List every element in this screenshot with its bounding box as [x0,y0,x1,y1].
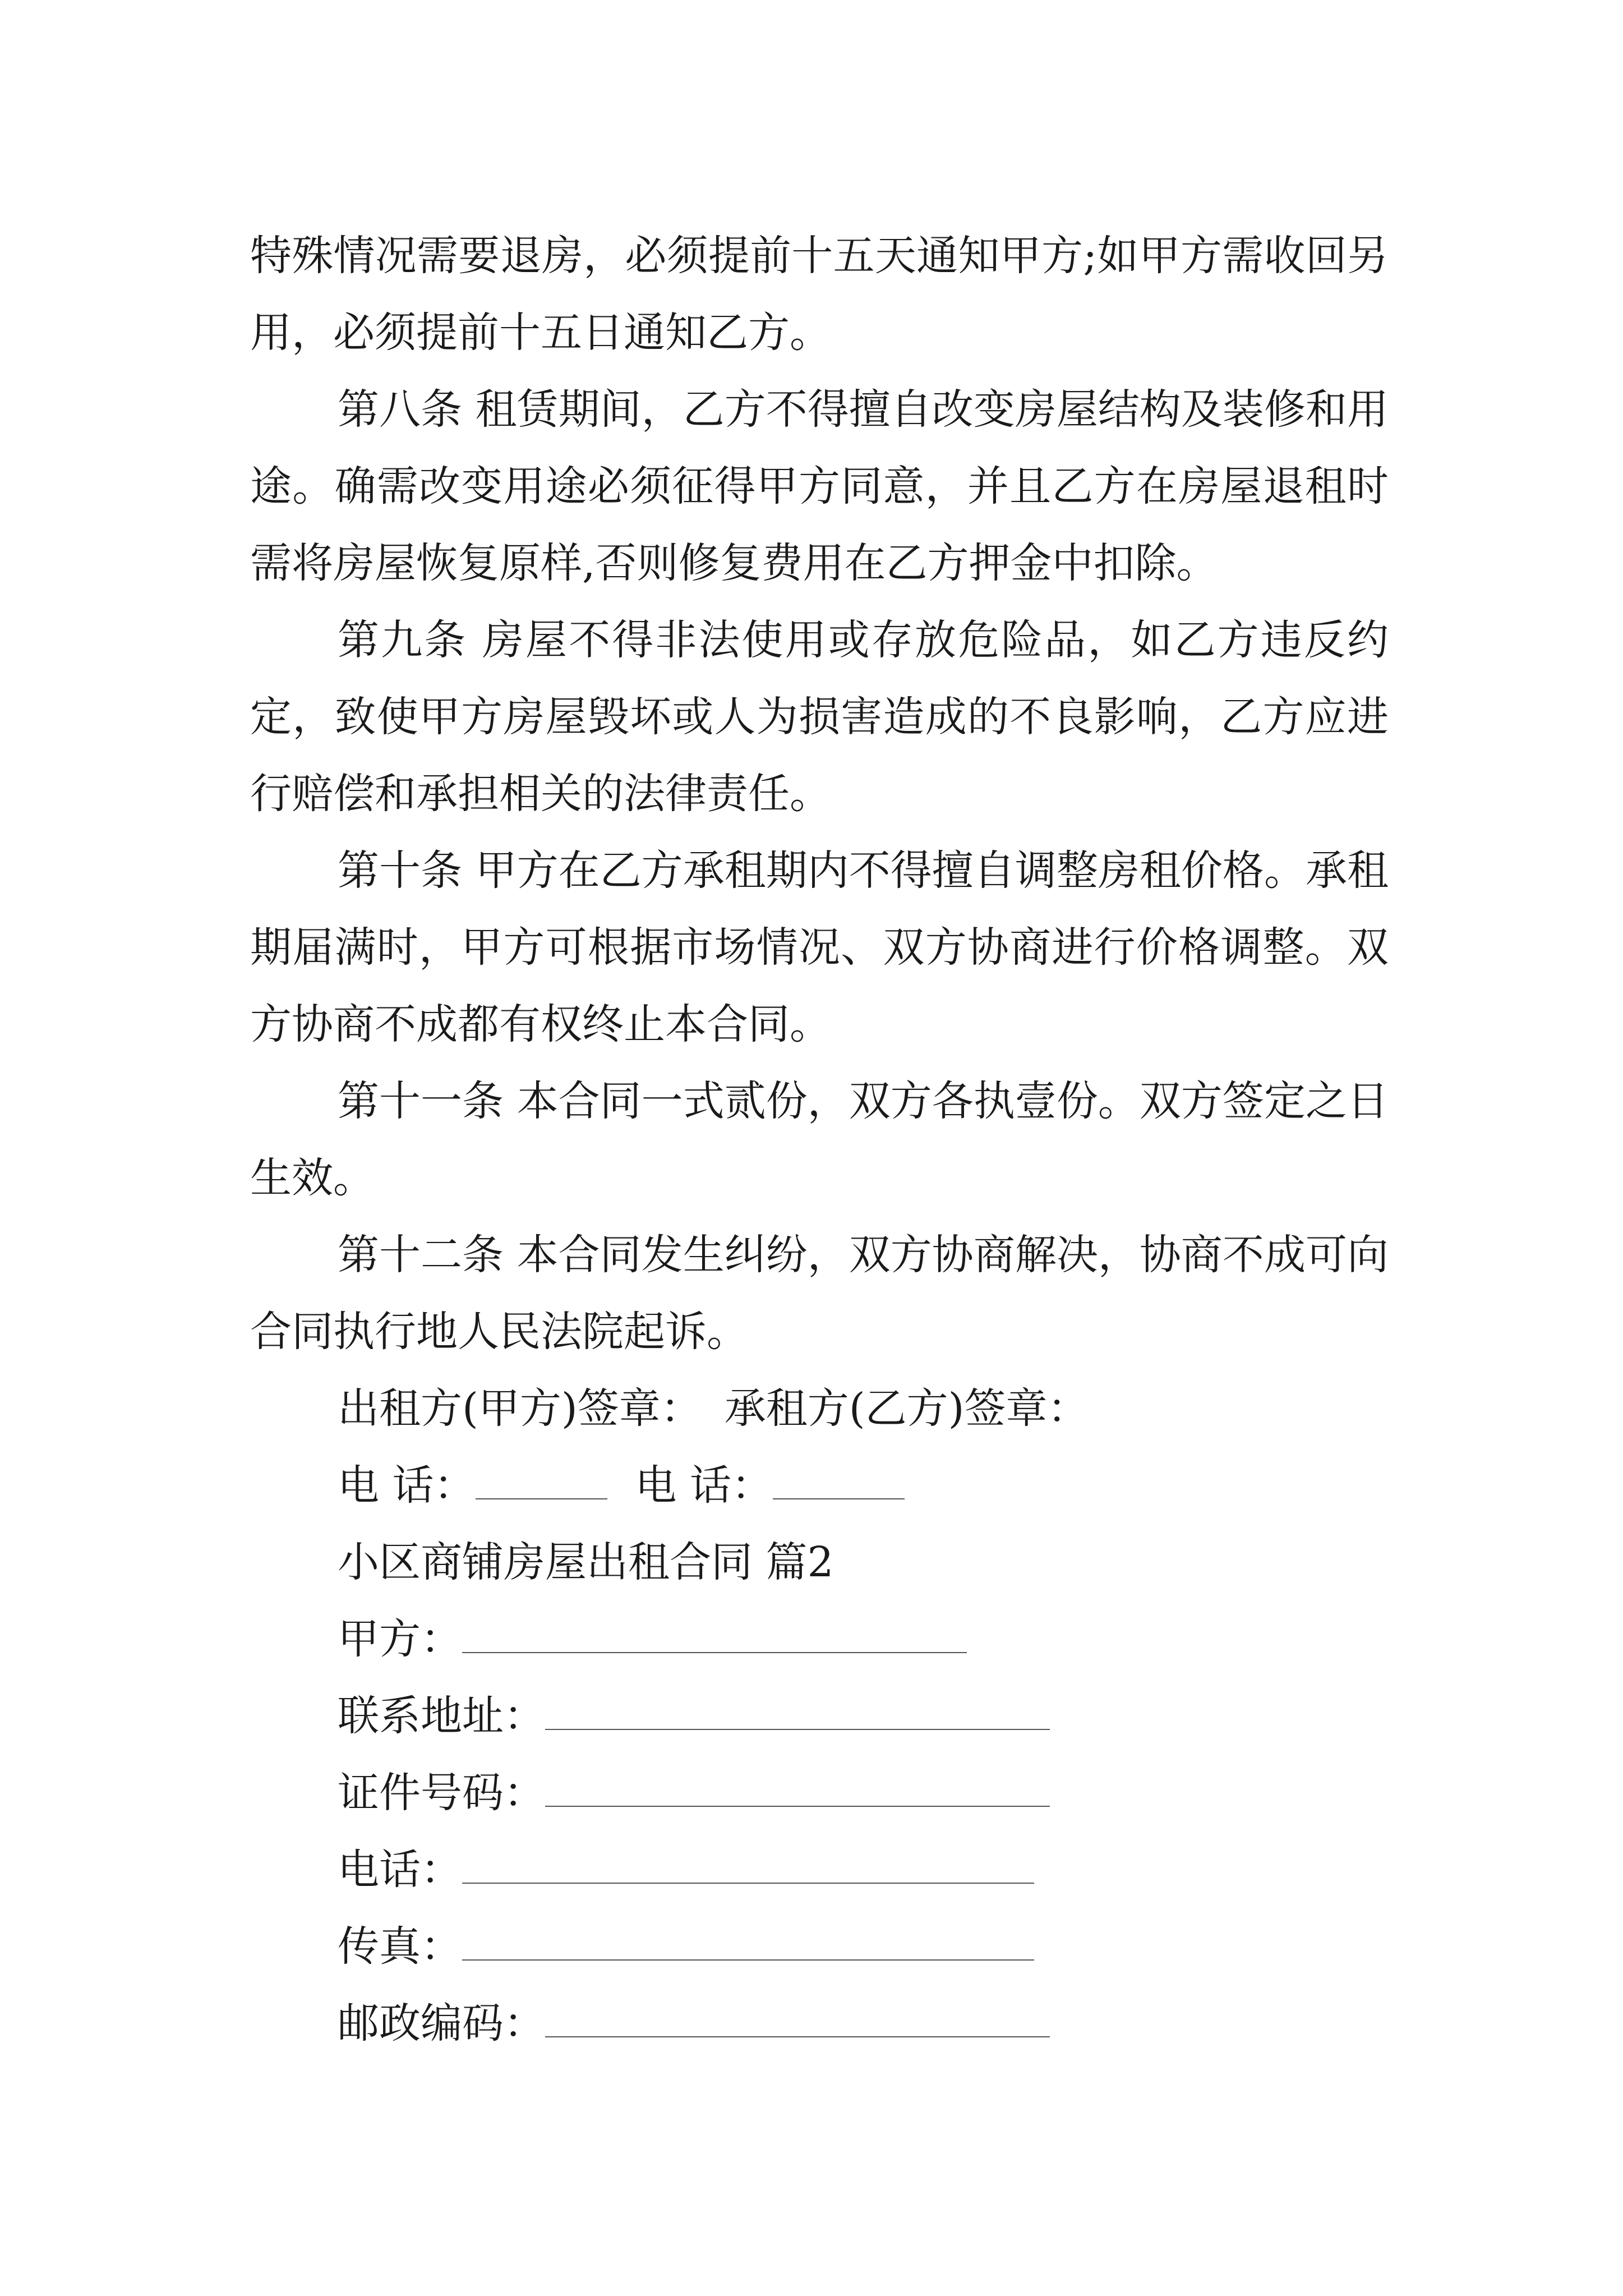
lessee-phone-blank [773,1467,905,1499]
phone-line [250,1447,1389,1524]
id-number-line [250,1755,1389,1832]
phone-field-line [250,1832,1389,1908]
postal-code-blank [545,2005,1050,2037]
clause-8: 第八条 租赁期间，乙方不得擅自改变房屋结构及装修和用途。确需改变用途必须征得甲方同意，并且乙方在房屋退租时需将房屋恢复原样,否则修复费用在乙方押金中扣除。 [250,385,1389,587]
lessor-signature-label: 出租方(甲方)签章： [338,1384,702,1433]
party-a-label: 甲方： [338,1615,462,1663]
document-content [250,218,1389,2062]
address-label: 联系地址： [338,1692,545,1740]
party-a-line [250,1601,1389,1678]
fax-blank [462,1928,1034,1961]
clause-12: 第十二条 本合同发生纠纷，双方协商解决，协商不成可向合同执行地人民法院起诉。 [250,1231,1389,1356]
lessor-phone-blank [476,1467,607,1499]
clause-10: 第十条 甲方在乙方承租期内不得擅自调整房租价格。承租期届满时，甲方可根据市场情况、双方协商进行价格调整。双方协商不成都有权终止本合同。 [250,846,1389,1048]
phone-blank [462,1851,1034,1884]
phone-label: 电话： [338,1846,462,1894]
address-blank [545,1697,1050,1730]
fax-line [250,1908,1389,1985]
lessor-phone-label: 电 话： [338,1461,476,1510]
party-a-blank [462,1621,967,1653]
id-number-blank [545,1774,1050,1807]
fax-label: 传真： [338,1922,462,1971]
clause-11: 第十一条 本合同一式贰份，双方各执壹份。双方签定之日生效。 [250,1077,1389,1202]
postal-code-label: 邮政编码： [338,1999,545,2047]
postal-code-line [250,1985,1389,2062]
lessee-signature-label: 承租方(乙方)签章： [724,1384,1089,1433]
signature-line [250,1370,1389,1447]
address-line [250,1678,1389,1755]
paragraph-continuation: 特殊情况需要退房，必须提前十五天通知甲方;如甲方需收回另用，必须提前十五日通知乙方。 [250,232,1389,357]
section-title: 小区商铺房屋出租合同 篇2 [338,1538,834,1586]
clause-9: 第九条 房屋不得非法使用或存放危险品，如乙方违反约定，致使甲方房屋毁坏或人为损害造成的不良影响，乙方应进行赔偿和承担相关的法律责任。 [250,616,1389,818]
lessee-phone-label: 电 话： [635,1461,773,1510]
id-number-label: 证件号码： [338,1769,545,1817]
